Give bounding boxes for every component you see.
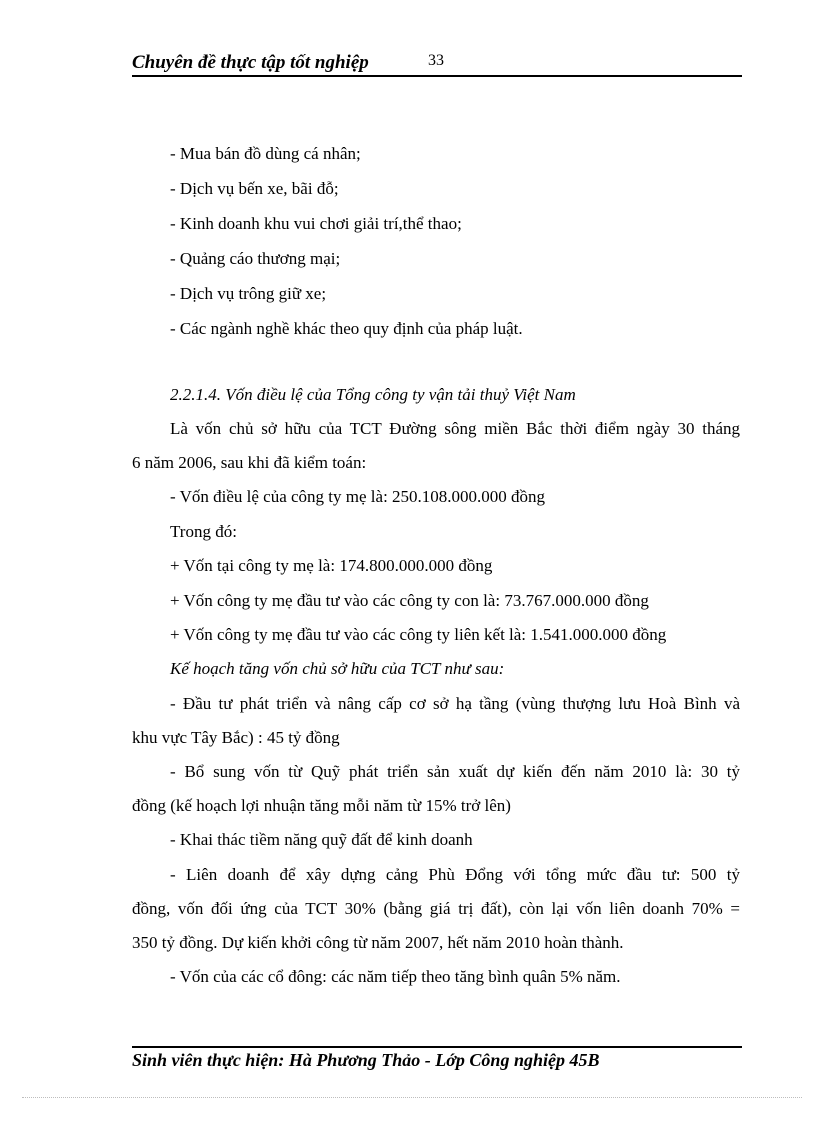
header-title: Chuyên đề thực tập tốt nghiệp [132, 52, 369, 73]
page-header [132, 50, 742, 76]
list-item: - Dịch vụ bến xe, bãi đỗ; [170, 179, 339, 198]
capital-breakdown-item: + Vốn tại công ty mẹ là: 174.800.000.000 đồng [170, 556, 493, 575]
plan-item-port-cont: đồng, vốn đối ứng của TCT 30% (bằng giá trị đất), còn lại vốn liên doanh 70% = [132, 899, 740, 918]
plan-item-port-cont: 350 tỷ đồng. Dự kiến khởi công từ năm 2007, hết năm 2010 hoàn thành. [132, 933, 624, 952]
plan-item-infrastructure: - Đầu tư phát triển và nâng cấp cơ sở hạ tầng (vùng thượng lưu Hoà Bình và [170, 694, 740, 713]
plan-item-shareholders: - Vốn của các cổ đông: các năm tiếp theo tăng bình quân 5% năm. [170, 967, 621, 986]
of-which-label: Trong đó: [170, 522, 237, 541]
page-edge-divider [22, 1097, 802, 1098]
capital-breakdown-item: + Vốn công ty mẹ đầu tư vào các công ty con là: 73.767.000.000 đồng [170, 591, 649, 610]
list-item: - Các ngành nghề khác theo quy định của pháp luật. [170, 319, 523, 338]
intro-paragraph-line: Là vốn chủ sở hữu của TCT Đường sông miền Bắc thời điểm ngày 30 tháng [170, 419, 740, 438]
capital-breakdown-item: + Vốn công ty mẹ đầu tư vào các công ty liên kết là: 1.541.000.000 đồng [170, 625, 667, 644]
charter-capital-line: - Vốn điều lệ của công ty mẹ là: 250.108.000.000 đồng [170, 487, 546, 506]
plan-heading: Kế hoạch tăng vốn chủ sở hữu của TCT như sau: [170, 659, 505, 678]
list-item: - Dịch vụ trông giữ xe; [170, 284, 327, 303]
list-item: - Quảng cáo thương mại; [170, 249, 341, 268]
plan-item-land: - Khai thác tiềm năng quỹ đất để kinh doanh [170, 830, 473, 849]
list-item: - Mua bán đồ dùng cá nhân; [170, 144, 361, 163]
page-number: 33 [428, 52, 444, 69]
section-heading: 2.2.1.4. Vốn điều lệ của Tổng công ty vận tải thuỷ Việt Nam [170, 385, 576, 404]
plan-item-fund: - Bổ sung vốn từ Quỹ phát triển sản xuất dự kiến đến năm 2010 là: 30 tỷ [170, 762, 740, 781]
plan-item-infrastructure-cont: khu vực Tây Bắc) : 45 tỷ đồng [132, 728, 340, 747]
plan-item-port: - Liên doanh để xây dựng cảng Phù Đổng với tổng mức đầu tư: 500 tỷ [170, 865, 740, 884]
footer-rule [132, 1046, 742, 1048]
footer-author: Sinh viên thực hiện: Hà Phương Thảo - Lớp Công nghiệp 45B [132, 1050, 600, 1070]
plan-item-fund-cont: đồng (kế hoạch lợi nhuận tăng mỗi năm từ 15% trở lên) [132, 796, 511, 815]
list-item: - Kinh doanh khu vui chơi giải trí,thể thao; [170, 214, 462, 233]
page-footer [132, 1046, 742, 1076]
intro-paragraph-line: 6 năm 2006, sau khi đã kiểm toán: [132, 453, 367, 472]
header-rule [132, 75, 742, 77]
